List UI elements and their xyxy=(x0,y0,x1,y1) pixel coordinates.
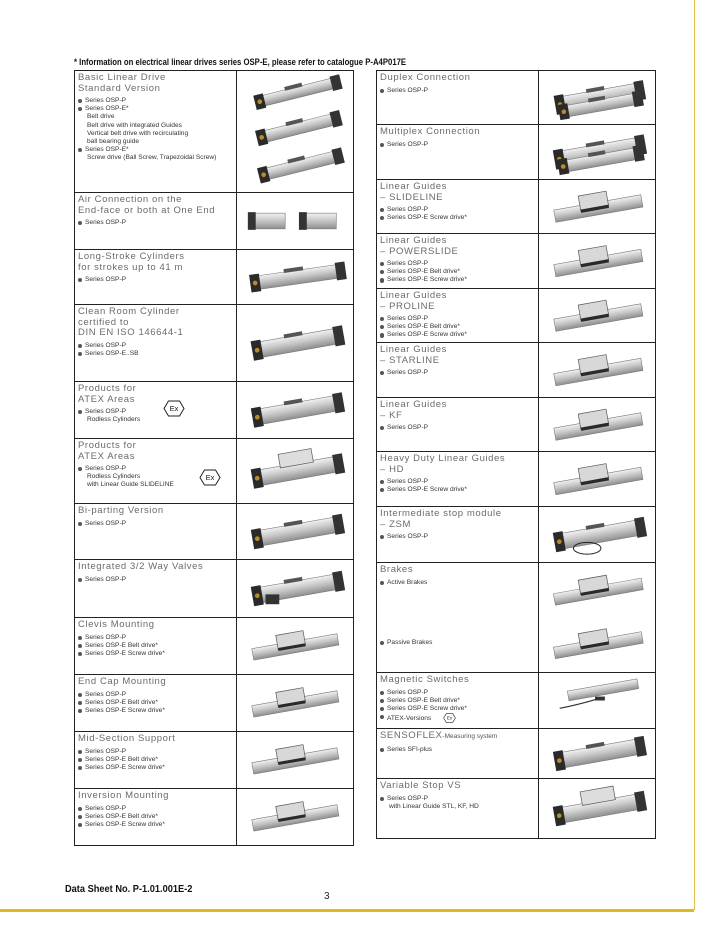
product-row-inversion-mounting xyxy=(74,789,354,846)
product-title-text: Linear Guides – PROLINE xyxy=(380,290,447,312)
product-description-cell xyxy=(377,398,539,451)
series-item xyxy=(380,206,535,214)
series-item-text: Series OSP-P xyxy=(387,86,429,94)
product-title xyxy=(78,73,233,94)
product-description-cell xyxy=(377,779,539,838)
product-description-cell xyxy=(377,563,539,672)
series-item xyxy=(78,805,233,813)
series-item-text: Series OSP-P xyxy=(387,206,429,213)
series-item xyxy=(380,214,535,222)
product-image xyxy=(237,675,353,731)
series-list xyxy=(380,795,535,811)
series-item xyxy=(78,97,233,105)
ex-symbol-text: Ex xyxy=(447,715,453,721)
product-title xyxy=(78,734,233,745)
series-detail xyxy=(78,130,233,138)
series-item-text: Series OSP-P xyxy=(85,519,127,527)
series-list xyxy=(78,342,233,358)
product-row-products-for-atex-areas xyxy=(74,439,354,504)
product-description-cell xyxy=(75,382,237,438)
product-title xyxy=(78,195,233,216)
product-title-text: Products for ATEX Areas xyxy=(78,440,137,462)
series-item-text: Series OSP-P xyxy=(85,575,127,583)
product-title xyxy=(78,791,233,802)
product-row-linear-guides-kf xyxy=(376,398,656,452)
series-item-text: Series OSP-E..SB xyxy=(85,349,139,357)
series-item-text: Series OSP-E Belt drive* xyxy=(85,812,158,820)
page-border-bottom xyxy=(0,909,694,912)
series-item xyxy=(380,713,535,723)
product-title xyxy=(380,345,535,366)
series-item-text: Series OSP-E Belt drive* xyxy=(85,755,158,763)
product-image xyxy=(237,789,353,845)
product-title xyxy=(380,781,535,792)
series-item-text: Series OSP-P xyxy=(387,140,429,148)
product-row-multiplex-connection xyxy=(376,125,656,180)
series-item xyxy=(380,276,535,284)
product-image xyxy=(539,452,655,506)
product-description-cell xyxy=(75,439,237,503)
product-description-cell xyxy=(377,343,539,397)
product-title xyxy=(78,441,233,462)
product-row-clevis-mounting xyxy=(74,618,354,675)
product-title-text: Brakes xyxy=(380,564,414,575)
product-description-cell xyxy=(377,507,539,562)
product-title-text: Linear Guides – POWERSLIDE xyxy=(380,235,459,257)
product-title-text: SENSOFLEX xyxy=(380,730,443,741)
series-list xyxy=(380,260,535,285)
product-title xyxy=(78,384,233,405)
series-item-text: Rodless Cylinders xyxy=(87,473,141,481)
series-item-text: Series OSP-E Screw drive* xyxy=(387,331,467,339)
product-row-linear-guides-proline xyxy=(376,289,656,343)
datasheet-number: Data Sheet No. P-1.01.001E-2 xyxy=(65,883,193,895)
product-image xyxy=(539,673,655,728)
series-list xyxy=(380,424,535,432)
series-item xyxy=(380,697,535,705)
series-item-text: Series OSP-P xyxy=(85,219,127,226)
series-list xyxy=(380,579,535,587)
series-item-text: Series OSP-P xyxy=(85,408,127,415)
product-title-text: Basic Linear Drive Standard Version xyxy=(78,72,166,94)
series-item-text: Belt drive xyxy=(87,113,115,121)
product-description-cell xyxy=(377,289,539,342)
series-item-text: Series OSP-E Belt drive* xyxy=(85,641,158,649)
product-image xyxy=(539,71,655,124)
product-title-text: Intermediate stop module – ZSM xyxy=(380,508,502,530)
product-title-text: Long-Stroke Cylinders for strokes up to 41 m xyxy=(78,251,185,273)
series-item xyxy=(380,369,535,377)
product-image xyxy=(539,180,655,233)
series-item-text: Series OSP-P xyxy=(85,633,127,641)
product-row-bi-parting-version xyxy=(74,504,354,560)
product-title xyxy=(380,731,535,743)
series-item-text: Series OSP-E* xyxy=(85,146,129,154)
series-item-text: Series OSP-P xyxy=(85,97,127,104)
series-item-text: Screw drive (Ball Screw, Trapezoidal Screw) xyxy=(87,154,217,162)
series-item xyxy=(78,650,233,658)
product-title-text: Products for ATEX Areas xyxy=(78,383,137,405)
product-row-heavy-duty-linear-guides-hd xyxy=(376,452,656,507)
series-item xyxy=(78,699,233,707)
product-image xyxy=(237,732,353,788)
series-item-text: Series OSP-E Screw drive* xyxy=(387,486,467,494)
series-list xyxy=(78,520,233,528)
series-item-text: with Linear Guide STL, KF, HD xyxy=(389,802,479,810)
series-item-text: Series OSP-E Belt drive* xyxy=(387,323,460,331)
product-description-cell xyxy=(377,673,539,728)
product-row-duplex-connection xyxy=(376,70,656,125)
product-image xyxy=(539,398,655,451)
series-item xyxy=(78,764,233,772)
product-row-clean-room-cylinder-certified-to-din-en-iso-146644-1 xyxy=(74,305,354,382)
product-title xyxy=(78,307,233,339)
series-item xyxy=(78,691,233,699)
product-description-cell xyxy=(377,125,539,179)
series-list xyxy=(380,206,535,222)
product-row-products-for-atex-areas xyxy=(74,382,354,439)
product-description-cell xyxy=(377,729,539,778)
product-description-cell xyxy=(75,71,237,192)
series-item-text: Series OSP-E Screw drive* xyxy=(387,276,467,284)
series-item xyxy=(78,821,233,829)
series-item-text: Series OSP-P xyxy=(387,533,429,540)
page-number: 3 xyxy=(324,891,330,902)
series-item xyxy=(78,219,233,227)
series-item xyxy=(380,639,432,647)
product-image xyxy=(237,504,353,559)
series-item xyxy=(380,579,535,587)
product-description-cell xyxy=(377,234,539,288)
product-row-end-cap-mounting xyxy=(74,675,354,732)
series-item xyxy=(380,87,535,95)
series-item-text: Series OSP-P xyxy=(85,276,127,283)
product-image xyxy=(237,560,353,617)
series-item xyxy=(380,795,535,803)
series-list xyxy=(380,533,535,541)
series-item xyxy=(380,260,535,268)
series-list xyxy=(380,315,535,340)
series-item xyxy=(380,315,535,323)
header-note: * Information on electrical linear drives series OSP-E, please refer to catalogue P-A4P017E xyxy=(74,57,407,67)
series-item-text: Series OSP-E Screw drive* xyxy=(85,820,165,828)
product-row-integrated-3-2-way-valves xyxy=(74,560,354,618)
product-row-linear-guides-slideline xyxy=(376,180,656,234)
product-title xyxy=(380,454,535,475)
product-row-variable-stop-vs xyxy=(376,779,656,839)
series-detail xyxy=(78,416,233,424)
product-title-text: Integrated 3/2 Way Valves xyxy=(78,561,204,572)
product-row-air-connection-on-the-end-face-or-both-at-one-end xyxy=(74,193,354,250)
series-item-text: Series OSP-E Screw drive* xyxy=(387,704,467,712)
product-title-text: Multiplex Connection xyxy=(380,126,481,137)
product-title xyxy=(380,675,535,686)
product-title xyxy=(380,236,535,257)
series-detail xyxy=(78,154,233,162)
product-image xyxy=(539,343,655,397)
series-item-text: Active Brakes xyxy=(387,578,428,586)
product-image xyxy=(237,382,353,438)
product-description-cell xyxy=(377,71,539,124)
series-item-text: Series OSP-P xyxy=(387,478,429,485)
series-item-text: Series OSP-P xyxy=(387,424,429,431)
series-item-text: Series OSP-E Belt drive* xyxy=(387,268,460,276)
series-item xyxy=(380,746,535,754)
product-description-cell xyxy=(75,250,237,304)
series-item-text: Series OSP-E* xyxy=(85,105,129,113)
product-description-cell xyxy=(75,193,237,249)
product-title-text: Air Connection on the End-face or both at One End xyxy=(78,194,216,216)
product-title-text: Variable Stop VS xyxy=(380,780,462,791)
series-item-text: Series OSP-P xyxy=(387,688,429,696)
product-row-intermediate-stop-module-zsm xyxy=(376,507,656,563)
product-title xyxy=(380,127,535,138)
product-image xyxy=(237,193,353,249)
series-item xyxy=(380,486,535,494)
series-item xyxy=(78,276,233,284)
product-title-text: Linear Guides – SLIDELINE xyxy=(380,181,447,203)
series-item-text: Rodless Cylinders xyxy=(87,416,141,424)
series-item-text: Series OSP-E Screw drive* xyxy=(85,763,165,771)
series-list xyxy=(78,691,233,716)
right-product-table xyxy=(376,70,656,839)
product-image xyxy=(539,507,655,562)
series-list xyxy=(380,141,535,149)
product-description-cell xyxy=(75,504,237,559)
series-list xyxy=(380,478,535,494)
product-title-text: Duplex Connection xyxy=(380,72,471,83)
product-title-text: Inversion Mounting xyxy=(78,790,170,801)
product-row-linear-guides-starline xyxy=(376,343,656,398)
product-description-cell xyxy=(377,180,539,233)
series-list xyxy=(78,276,233,284)
series-item xyxy=(78,576,233,584)
product-row-mid-section-support xyxy=(74,732,354,789)
atex-ex-icon xyxy=(199,469,221,486)
series-item xyxy=(380,323,535,331)
series-item-text: Series OSP-P xyxy=(85,341,127,349)
series-list xyxy=(380,689,535,724)
series-item-text: Series OSP-P xyxy=(387,315,429,322)
left-product-table xyxy=(74,70,354,846)
series-item xyxy=(78,146,233,154)
series-list xyxy=(380,746,535,754)
product-image xyxy=(539,125,655,179)
atex-ex-icon xyxy=(443,713,456,723)
series-list xyxy=(78,805,233,830)
product-title xyxy=(380,565,535,576)
series-item-text: Series OSP-P xyxy=(387,260,429,267)
series-item-text: ATEX-Versions xyxy=(387,714,432,722)
page-border-right xyxy=(694,0,695,910)
series-detail xyxy=(380,803,535,811)
series-item-text: Series OSP-P xyxy=(85,804,127,812)
series-list xyxy=(78,97,233,163)
product-row-linear-guides-powerslide xyxy=(376,234,656,289)
series-item-text: Vertical belt drive with recirculating xyxy=(87,129,189,137)
product-title-text: Mid-Section Support xyxy=(78,733,176,744)
series-list xyxy=(78,408,233,424)
series-item-text: Series OSP-E Screw drive* xyxy=(85,649,165,657)
series-item xyxy=(78,520,233,528)
product-title-text: Clevis Mounting xyxy=(78,619,155,630)
product-description-cell xyxy=(75,789,237,845)
series-item xyxy=(380,533,535,541)
product-title-text: Clean Room Cylinder certified to DIN EN ISO 146644-1 xyxy=(78,306,184,338)
product-title xyxy=(78,620,233,631)
series-item xyxy=(78,748,233,756)
product-title-text: Linear Guides – STARLINE xyxy=(380,344,447,366)
series-item-text: ball bearing guide xyxy=(87,138,140,146)
series-item xyxy=(380,689,535,697)
series-item-text: Series OSP-P xyxy=(387,794,429,802)
series-item-text: with Linear Guide SLIDELINE xyxy=(87,481,174,489)
product-title xyxy=(380,182,535,203)
product-image xyxy=(237,618,353,674)
product-description-cell xyxy=(75,305,237,381)
product-title-text: Bi-parting Version xyxy=(78,505,164,516)
product-title xyxy=(380,73,535,84)
product-image xyxy=(539,779,655,838)
product-title-text: End Cap Mounting xyxy=(78,676,167,687)
series-item-text: Belt drive with integrated Guides xyxy=(87,121,182,129)
series-item xyxy=(380,424,535,432)
series-item-text: Series OSP-P xyxy=(387,369,429,376)
product-row-sensoflex xyxy=(376,729,656,779)
series-item xyxy=(78,105,233,113)
series-list xyxy=(78,748,233,773)
series-item-text: Passive Brakes xyxy=(387,639,433,646)
series-item xyxy=(78,350,233,358)
series-item xyxy=(380,478,535,486)
series-item-text: Series OSP-P xyxy=(85,465,127,472)
series-item-text: Series OSP-P xyxy=(85,690,127,698)
ex-symbol-text: Ex xyxy=(169,404,179,413)
series-item-text: Series OSP-E Belt drive* xyxy=(85,698,158,706)
product-title xyxy=(78,252,233,273)
series-list xyxy=(78,634,233,659)
series-detail xyxy=(78,138,233,146)
series-detail xyxy=(78,113,233,121)
series-list xyxy=(380,87,535,95)
series-item-text: Series SFI-plus xyxy=(387,745,433,753)
series-list xyxy=(78,219,233,227)
product-description-cell xyxy=(75,675,237,731)
series-item-text: Series OSP-E Belt drive* xyxy=(387,696,460,704)
product-title xyxy=(380,400,535,421)
product-image xyxy=(237,250,353,304)
product-title-text: Magnetic Switches xyxy=(380,674,470,685)
series-item-text: Series OSP-E Screw drive* xyxy=(387,214,467,222)
series-item xyxy=(78,756,233,764)
product-title xyxy=(380,509,535,530)
series-item xyxy=(78,642,233,650)
product-image xyxy=(237,439,353,503)
product-description-cell xyxy=(75,618,237,674)
product-title xyxy=(78,677,233,688)
series-item xyxy=(380,705,535,713)
product-row-basic-linear-drive-standard-version xyxy=(74,70,354,193)
series-list xyxy=(380,369,535,377)
series-item xyxy=(380,268,535,276)
product-row-long-stroke-cylinders-for-strokes-up-to-41-m xyxy=(74,250,354,305)
product-image xyxy=(237,71,353,192)
series-item-text: Series OSP-P xyxy=(85,747,127,755)
product-row-brakes xyxy=(376,563,656,673)
product-description-cell xyxy=(75,560,237,617)
product-description-cell xyxy=(75,732,237,788)
product-title xyxy=(78,562,233,573)
product-description-cell xyxy=(377,452,539,506)
series-item xyxy=(380,331,535,339)
series-item xyxy=(78,342,233,350)
product-image xyxy=(539,729,655,778)
series-item-text: Series OSP-E Screw drive* xyxy=(85,706,165,714)
product-image xyxy=(237,305,353,381)
series-item xyxy=(78,634,233,642)
product-title xyxy=(78,506,233,517)
product-title-text: Heavy Duty Linear Guides – HD xyxy=(380,453,506,475)
series-item xyxy=(78,707,233,715)
atex-ex-icon xyxy=(163,400,185,417)
series-detail xyxy=(78,122,233,130)
ex-symbol-text: Ex xyxy=(205,473,215,482)
series-item xyxy=(380,141,535,149)
product-image xyxy=(539,289,655,342)
series-list xyxy=(78,576,233,584)
product-image xyxy=(539,234,655,288)
series-item xyxy=(78,408,233,416)
product-title-suffix: -Measuring system xyxy=(442,733,498,740)
product-title xyxy=(380,291,535,312)
product-row-magnetic-switches xyxy=(376,673,656,729)
series-item xyxy=(78,813,233,821)
product-image xyxy=(539,563,655,672)
product-title-text: Linear Guides – KF xyxy=(380,399,447,421)
